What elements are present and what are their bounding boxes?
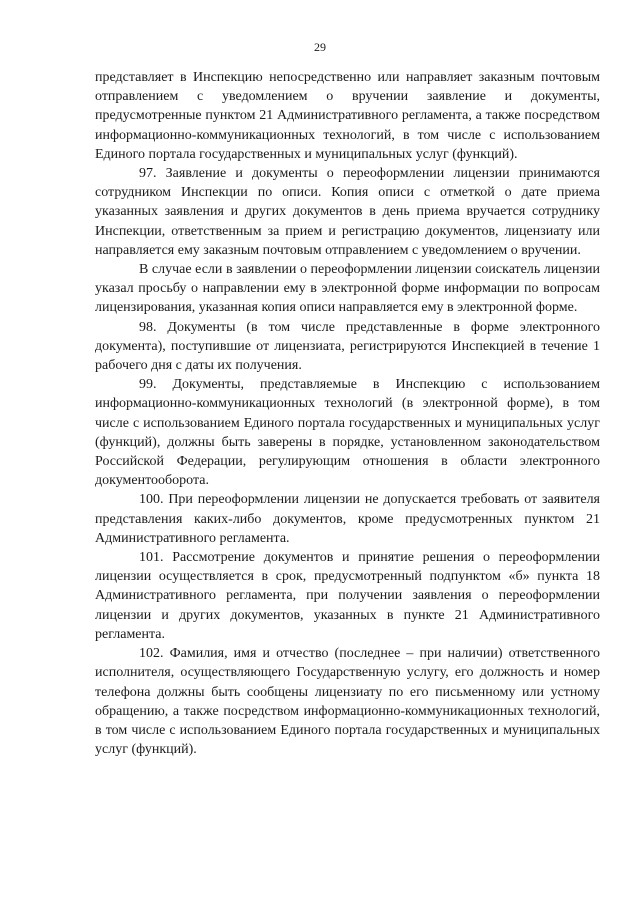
paragraph-99: 99. Документы, представляемые в Инспекцию с использованием информационно-коммуникационных технологий (в электронной форме), в том числе с использованием Единого портала государственных и муниципальных услуг (функций), должны быть заверены в порядке, установленном законодательством Российской Федерации, регулирующим отношения в области электронного документооборота. <box>95 377 600 489</box>
page-number: 29 <box>314 40 326 54</box>
paragraph-97: 97. Заявление и документы о переоформлении лицензии принимаются сотрудником Инспекции по описи. Копия описи с отметкой о дате приема указанных заявления и других документов в день приема вручается сотруднику Инспекции, ответственным за прием и регистрацию документов, лицензиату или направляется ему заказным почтовым отправлением с уведомлением о вручении. <box>95 166 600 258</box>
paragraph-101: 101. Рассмотрение документов и принятие решения о переоформлении лицензии осуществляется в срок, предусмотренный подпунктом «б» пункта 18 Административного регламента, при получении заявления о переоформлении лицензии и других документов, указанных в пункте 21 Административного регламента. <box>95 550 600 642</box>
paragraph-98: 98. Документы (в том числе представленные в форме электронного документа), поступившие от лицензиата, регистрируются Инспекцией в течение 1 рабочего дня с даты их получения. <box>95 319 600 374</box>
document-body <box>95 68 600 759</box>
paragraph-continuation: представляет в Инспекцию непосредственно или направляет заказным почтовым отправлением с уведомлением о вручении заявление и документы, предусмотренные пунктом 21 Административного регламента, а также посредством информационно-коммуникационных технологий, в том числе с использованием Единого портала государственных и муниципальных услуг (функций). <box>95 70 600 162</box>
paragraph-100: 100. При переоформлении лицензии не допускается требовать от заявителя представления каких-либо документов, кроме предусмотренных пунктом 21 Административного регламента. <box>95 492 600 546</box>
paragraph-97-note: В случае если в заявлении о переоформлении лицензии соискатель лицензии указал просьбу о направлении ему в электронной форме информации по вопросам лицензирования, указанная копия описи направляется ему в электронной форме. <box>95 262 600 316</box>
paragraph-102: 102. Фамилия, имя и отчество (последнее – при наличии) ответственного исполнителя, осуществляющего Государственную услугу, его должность и номер телефона должны быть сообщены лицензиату по его письменному или устному обращению, а также посредством информационно-коммуникационных технологий, в том числе с использованием Единого портала государственных и муниципальных услуг (функций). <box>95 646 600 758</box>
